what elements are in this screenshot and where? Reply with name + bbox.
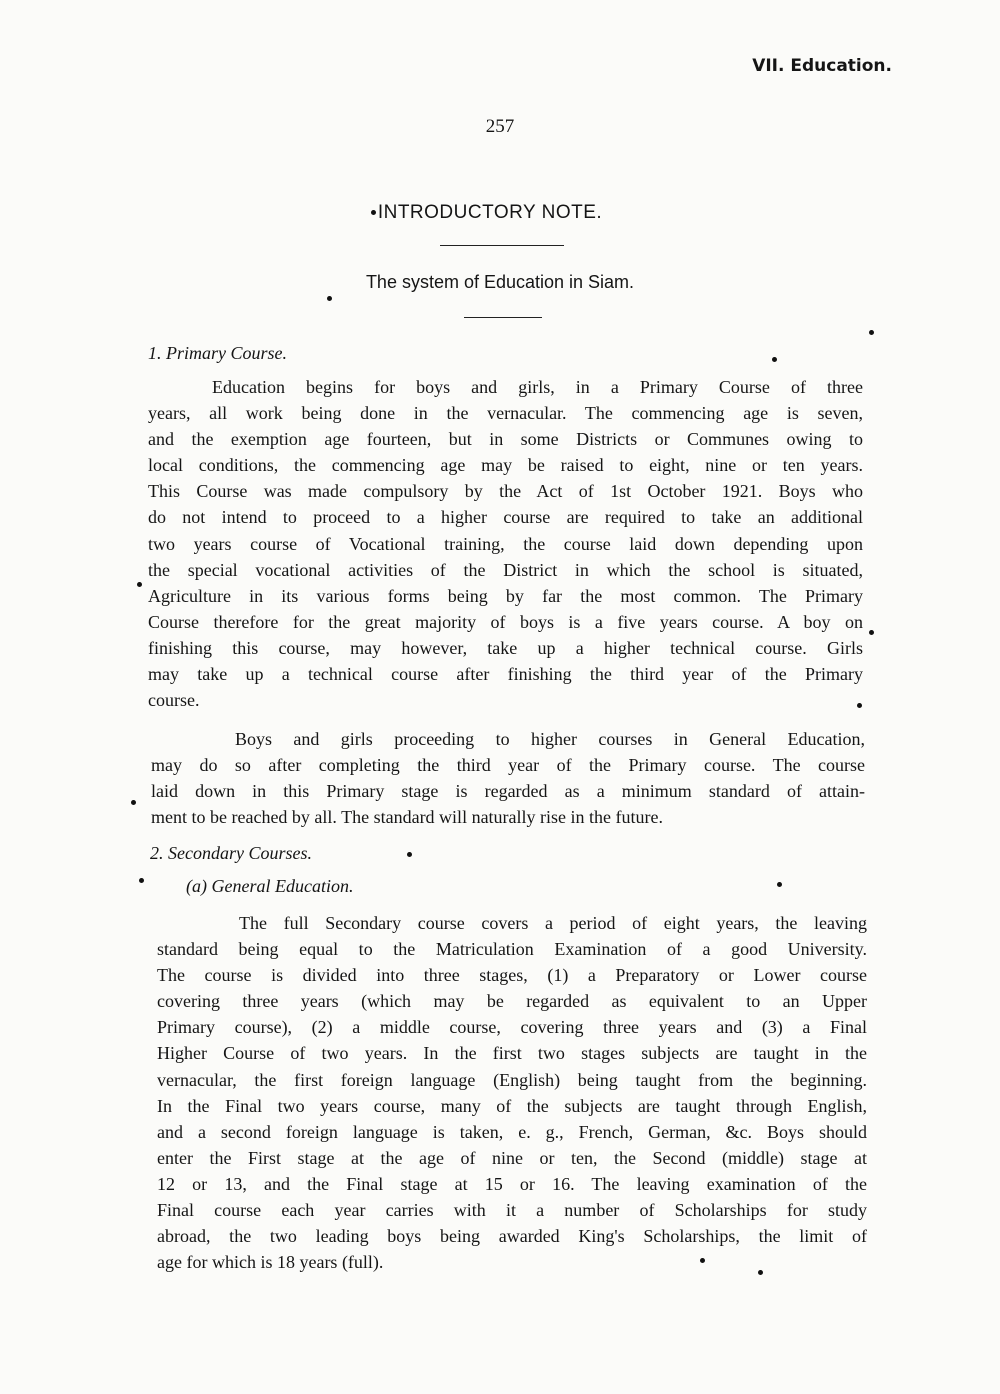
scan-speck: [131, 800, 136, 805]
page-title: INTRODUCTORY NOTE.: [377, 202, 603, 223]
text-line: laid down in this Primary stage is regarded as a minimum standard of attain-: [151, 781, 865, 802]
paragraph-general-education: [157, 910, 867, 1275]
text-line: standard being equal to the Matriculation Examination of a good University.: [157, 939, 867, 960]
text-line: covering three years (which may be regarded as equivalent to an Upper: [157, 991, 867, 1012]
text-line: Boys and girls proceeding to higher courses in General Education,: [235, 729, 865, 749]
text-line: may take up a technical course after finishing the third year of the Primary: [148, 664, 863, 685]
text-line: and the exemption age fourteen, but in some Districts or Communes owing to: [148, 429, 863, 450]
text-line: vernacular, the first foreign language (English) being taught from the beginning.: [157, 1069, 867, 1090]
scan-speck: [371, 210, 376, 215]
text-line: enter the First stage at the age of nine or ten, the Second (middle) stage at: [157, 1147, 867, 1168]
section-heading-secondary: 2. Secondary Courses.: [150, 843, 312, 863]
scan-speck: [777, 882, 782, 887]
scan-speck: [869, 330, 874, 335]
text-line: two years course of Vocational training, the course laid down depending upon: [148, 533, 863, 554]
text-line: local conditions, the commencing age may be raised to eight, nine or ten years.: [148, 455, 863, 476]
paragraph-primary-course: [148, 374, 863, 713]
text-line: Education begins for boys and girls, in a Primary Course of three: [212, 377, 863, 397]
scan-speck: [869, 630, 874, 635]
text-line: Primary course), (2) a middle course, covering three years and (3) a Final: [157, 1017, 867, 1038]
text-line: years, all work being done in the vernacular. The commencing age is seven,: [148, 403, 863, 424]
text-line: and a second foreign language is taken, e. g., French, German, &c. Boys should: [157, 1121, 867, 1142]
title-rule: [440, 245, 564, 246]
text-line: The full Secondary course covers a period of eight years, the leaving: [239, 913, 867, 933]
text-line: Agriculture in its various forms being by far the most common. The Primary: [148, 585, 863, 606]
text-line: ment to be reached by all. The standard will naturally rise in the future.: [151, 807, 663, 828]
paragraph-higher-courses: [151, 726, 865, 830]
scan-speck: [407, 852, 412, 857]
text-line: 12 or 13, and the Final stage at 15 or 16. The leaving examination of the: [157, 1173, 867, 1194]
section-heading-primary: 1. Primary Course.: [148, 343, 287, 363]
text-line: The course is divided into three stages, (1) a Preparatory or Lower course: [157, 965, 867, 986]
section-heading-general-education: (a) General Education.: [186, 876, 354, 896]
page-subtitle: The system of Education in Siam.: [365, 272, 635, 292]
scan-speck: [327, 296, 332, 301]
subtitle-rule: [464, 317, 542, 318]
scan-speck: [758, 1270, 763, 1275]
text-line: This Course was made compulsory by the Act of 1st October 1921. Boys who: [148, 481, 863, 502]
text-line: Higher Course of two years. In the first two stages subjects are taught in the: [157, 1043, 867, 1064]
text-line: do not intend to proceed to a higher course are required to take an additional: [148, 507, 863, 528]
scan-speck: [137, 582, 142, 587]
page-number: 257: [485, 116, 515, 137]
text-line: In the Final two years course, many of the subjects are taught through English,: [157, 1095, 867, 1116]
scan-speck: [772, 357, 777, 362]
text-line: may do so after completing the third year of the Primary course. The course: [151, 755, 865, 776]
text-line: age for which is 18 years (full).: [157, 1252, 384, 1273]
text-line: abroad, the two leading boys being awarded King's Scholarships, the limit of: [157, 1226, 867, 1247]
running-head: VII. Education.: [752, 56, 892, 76]
text-line: finishing this course, may however, take up a higher technical course. Girls: [148, 637, 863, 658]
text-line: course.: [148, 690, 200, 711]
scan-speck: [700, 1258, 705, 1263]
scan-speck: [857, 703, 862, 708]
text-line: the special vocational activities of the District in which the school is situated,: [148, 559, 863, 580]
text-line: Final course each year carries with it a number of Scholarships for study: [157, 1200, 867, 1221]
scan-speck: [139, 878, 144, 883]
text-line: Course therefore for the great majority of boys is a five years course. A boy on: [148, 611, 863, 632]
